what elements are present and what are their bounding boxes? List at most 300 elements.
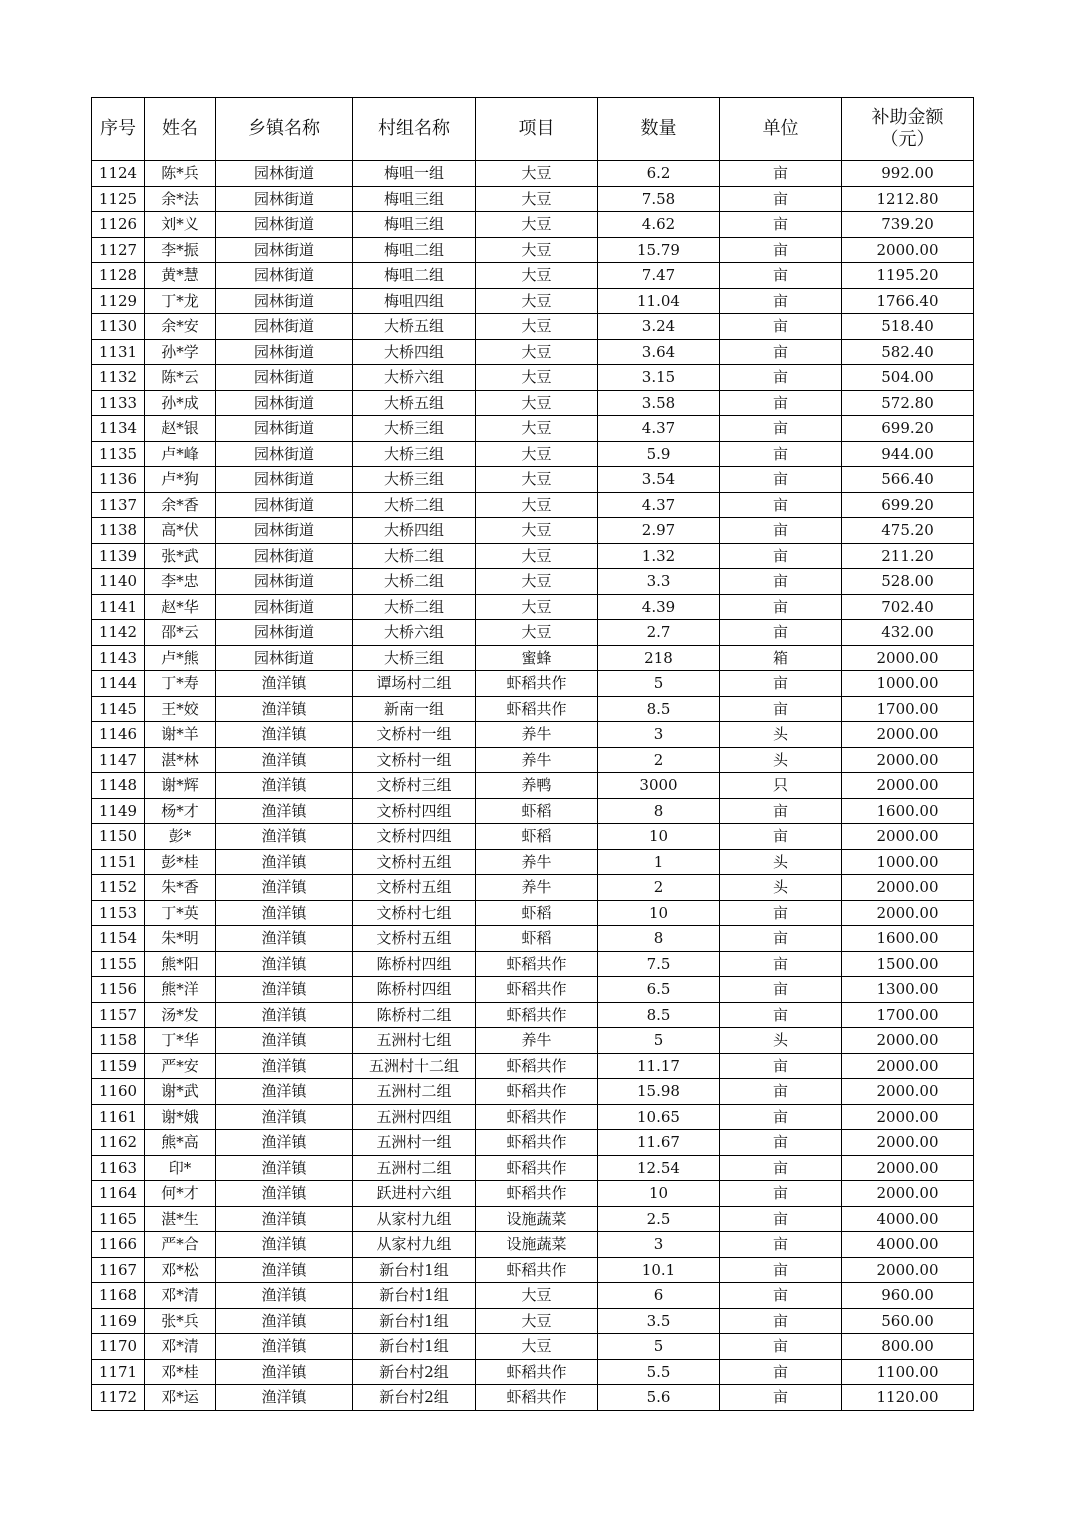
- cell-township: 渔洋镇: [216, 1002, 353, 1028]
- cell-township: 渔洋镇: [216, 1130, 353, 1156]
- header-unit: 单位: [720, 98, 842, 161]
- table-row: [92, 900, 974, 926]
- cell-unit: 箱: [720, 645, 842, 671]
- cell-index: 1153: [92, 900, 145, 926]
- cell-township: 园林街道: [216, 390, 353, 416]
- cell-subsidy-amount: 432.00: [842, 620, 974, 646]
- cell-unit: 亩: [720, 900, 842, 926]
- cell-name: 卢*狗: [145, 467, 216, 493]
- cell-index: 1125: [92, 186, 145, 212]
- cell-subsidy-amount: 2000.00: [842, 773, 974, 799]
- cell-subsidy-amount: 2000.00: [842, 900, 974, 926]
- cell-unit: 亩: [720, 977, 842, 1003]
- cell-village-group: 文桥村四组: [353, 798, 476, 824]
- cell-village-group: 五洲村二组: [353, 1155, 476, 1181]
- cell-village-group: 新台村1组: [353, 1308, 476, 1334]
- cell-village-group: 大桥三组: [353, 467, 476, 493]
- cell-village-group: 文桥村五组: [353, 926, 476, 952]
- cell-quantity: 10: [598, 824, 720, 850]
- cell-quantity: 8: [598, 926, 720, 952]
- cell-quantity: 3000: [598, 773, 720, 799]
- table-row: [92, 569, 974, 595]
- cell-subsidy-amount: 739.20: [842, 212, 974, 238]
- cell-unit: 亩: [720, 492, 842, 518]
- table-row: [92, 1206, 974, 1232]
- table-row: [92, 1079, 974, 1105]
- cell-subsidy-amount: 582.40: [842, 339, 974, 365]
- cell-township: 渔洋镇: [216, 1053, 353, 1079]
- cell-township: 渔洋镇: [216, 671, 353, 697]
- cell-township: 园林街道: [216, 441, 353, 467]
- cell-unit: 亩: [720, 1053, 842, 1079]
- cell-unit: 亩: [720, 212, 842, 238]
- cell-subsidy-amount: 1000.00: [842, 671, 974, 697]
- cell-township: 园林街道: [216, 492, 353, 518]
- cell-village-group: 谭场村二组: [353, 671, 476, 697]
- cell-township: 渔洋镇: [216, 1359, 353, 1385]
- header-index: 序号: [92, 98, 145, 161]
- cell-township: 园林街道: [216, 365, 353, 391]
- cell-village-group: 大桥四组: [353, 518, 476, 544]
- cell-name: 丁*英: [145, 900, 216, 926]
- cell-township: 渔洋镇: [216, 875, 353, 901]
- cell-village-group: 五洲村一组: [353, 1130, 476, 1156]
- cell-subsidy-amount: 960.00: [842, 1283, 974, 1309]
- cell-subsidy-amount: 1500.00: [842, 951, 974, 977]
- cell-village-group: 大桥五组: [353, 314, 476, 340]
- cell-unit: 亩: [720, 569, 842, 595]
- table-row: [92, 390, 974, 416]
- cell-name: 卢*熊: [145, 645, 216, 671]
- cell-quantity: 7.5: [598, 951, 720, 977]
- cell-index: 1135: [92, 441, 145, 467]
- table-row: [92, 263, 974, 289]
- cell-village-group: 大桥三组: [353, 645, 476, 671]
- cell-project: 大豆: [476, 237, 598, 263]
- cell-name: 严*安: [145, 1053, 216, 1079]
- cell-township: 渔洋镇: [216, 1257, 353, 1283]
- cell-project: 大豆: [476, 314, 598, 340]
- cell-quantity: 8.5: [598, 696, 720, 722]
- table-row: [92, 747, 974, 773]
- cell-name: 朱*香: [145, 875, 216, 901]
- cell-subsidy-amount: 1700.00: [842, 696, 974, 722]
- cell-name: 余*法: [145, 186, 216, 212]
- cell-project: 虾稻共作: [476, 1104, 598, 1130]
- header-row: [92, 98, 974, 161]
- cell-subsidy-amount: 211.20: [842, 543, 974, 569]
- cell-project: 蜜蜂: [476, 645, 598, 671]
- cell-index: 1139: [92, 543, 145, 569]
- subsidy-table: [91, 97, 974, 1411]
- cell-project: 虾稻共作: [476, 1155, 598, 1181]
- cell-index: 1155: [92, 951, 145, 977]
- table-row: [92, 645, 974, 671]
- cell-index: 1136: [92, 467, 145, 493]
- cell-quantity: 218: [598, 645, 720, 671]
- cell-subsidy-amount: 1700.00: [842, 1002, 974, 1028]
- cell-unit: 亩: [720, 1385, 842, 1411]
- cell-village-group: 文桥村四组: [353, 824, 476, 850]
- cell-subsidy-amount: 560.00: [842, 1308, 974, 1334]
- cell-project: 大豆: [476, 1334, 598, 1360]
- cell-unit: 亩: [720, 620, 842, 646]
- cell-village-group: 大桥二组: [353, 594, 476, 620]
- cell-village-group: 文桥村五组: [353, 849, 476, 875]
- cell-quantity: 12.54: [598, 1155, 720, 1181]
- cell-name: 孙*成: [145, 390, 216, 416]
- cell-index: 1162: [92, 1130, 145, 1156]
- cell-village-group: 新南一组: [353, 696, 476, 722]
- cell-quantity: 5: [598, 1334, 720, 1360]
- cell-unit: 亩: [720, 237, 842, 263]
- cell-township: 渔洋镇: [216, 1079, 353, 1105]
- cell-township: 园林街道: [216, 161, 353, 187]
- table-row: [92, 798, 974, 824]
- header-village-group: 村组名称: [353, 98, 476, 161]
- cell-index: 1163: [92, 1155, 145, 1181]
- cell-unit: 亩: [720, 671, 842, 697]
- cell-quantity: 4.37: [598, 492, 720, 518]
- cell-name: 余*香: [145, 492, 216, 518]
- cell-quantity: 2.97: [598, 518, 720, 544]
- cell-project: 虾稻共作: [476, 1257, 598, 1283]
- table-row: [92, 1104, 974, 1130]
- cell-quantity: 7.47: [598, 263, 720, 289]
- cell-name: 严*合: [145, 1232, 216, 1258]
- cell-unit: 亩: [720, 467, 842, 493]
- cell-project: 设施蔬菜: [476, 1232, 598, 1258]
- cell-village-group: 陈桥村四组: [353, 977, 476, 1003]
- cell-subsidy-amount: 1100.00: [842, 1359, 974, 1385]
- cell-township: 渔洋镇: [216, 1385, 353, 1411]
- cell-quantity: 3: [598, 722, 720, 748]
- cell-index: 1150: [92, 824, 145, 850]
- cell-subsidy-amount: 2000.00: [842, 1181, 974, 1207]
- cell-name: 汤*发: [145, 1002, 216, 1028]
- cell-township: 渔洋镇: [216, 977, 353, 1003]
- cell-township: 渔洋镇: [216, 798, 353, 824]
- cell-township: 园林街道: [216, 288, 353, 314]
- table-row: [92, 339, 974, 365]
- cell-village-group: 新台村2组: [353, 1359, 476, 1385]
- table-body: [92, 161, 974, 1411]
- cell-quantity: 3.58: [598, 390, 720, 416]
- cell-index: 1160: [92, 1079, 145, 1105]
- cell-quantity: 4.62: [598, 212, 720, 238]
- cell-unit: 亩: [720, 798, 842, 824]
- cell-quantity: 11.04: [598, 288, 720, 314]
- cell-township: 渔洋镇: [216, 747, 353, 773]
- cell-project: 大豆: [476, 390, 598, 416]
- table-row: [92, 620, 974, 646]
- table-row: [92, 1308, 974, 1334]
- cell-project: 大豆: [476, 339, 598, 365]
- cell-township: 渔洋镇: [216, 1232, 353, 1258]
- table-row: [92, 594, 974, 620]
- cell-subsidy-amount: 2000.00: [842, 747, 974, 773]
- cell-unit: 亩: [720, 1079, 842, 1105]
- cell-name: 邓*清: [145, 1334, 216, 1360]
- table-row: [92, 926, 974, 952]
- cell-project: 设施蔬菜: [476, 1206, 598, 1232]
- cell-quantity: 2.7: [598, 620, 720, 646]
- cell-unit: 头: [720, 849, 842, 875]
- cell-index: 1124: [92, 161, 145, 187]
- cell-subsidy-amount: 1600.00: [842, 798, 974, 824]
- table-row: [92, 365, 974, 391]
- cell-subsidy-amount: 2000.00: [842, 1104, 974, 1130]
- cell-village-group: 大桥五组: [353, 390, 476, 416]
- cell-subsidy-amount: 2000.00: [842, 1130, 974, 1156]
- table-row: [92, 1232, 974, 1258]
- cell-unit: 亩: [720, 186, 842, 212]
- table-row: [92, 441, 974, 467]
- cell-quantity: 8: [598, 798, 720, 824]
- cell-project: 大豆: [476, 1308, 598, 1334]
- cell-village-group: 文桥村七组: [353, 900, 476, 926]
- cell-project: 虾稻共作: [476, 951, 598, 977]
- cell-index: 1154: [92, 926, 145, 952]
- cell-village-group: 新台村1组: [353, 1334, 476, 1360]
- header-subsidy-amount: 补助金额 （元）: [842, 98, 974, 161]
- cell-index: 1141: [92, 594, 145, 620]
- cell-project: 养鸭: [476, 773, 598, 799]
- cell-unit: 亩: [720, 1283, 842, 1309]
- cell-unit: 亩: [720, 339, 842, 365]
- cell-project: 虾稻: [476, 798, 598, 824]
- cell-project: 大豆: [476, 467, 598, 493]
- cell-village-group: 大桥四组: [353, 339, 476, 365]
- cell-index: 1130: [92, 314, 145, 340]
- cell-name: 赵*银: [145, 416, 216, 442]
- cell-unit: 亩: [720, 1334, 842, 1360]
- cell-unit: 亩: [720, 1232, 842, 1258]
- cell-name: 谢*辉: [145, 773, 216, 799]
- cell-quantity: 2.5: [598, 1206, 720, 1232]
- cell-subsidy-amount: 566.40: [842, 467, 974, 493]
- cell-village-group: 文桥村一组: [353, 747, 476, 773]
- cell-village-group: 新台村1组: [353, 1257, 476, 1283]
- table-row: [92, 1385, 974, 1411]
- table-row: [92, 1028, 974, 1054]
- cell-village-group: 陈桥村二组: [353, 1002, 476, 1028]
- cell-village-group: 五洲村二组: [353, 1079, 476, 1105]
- table-row: [92, 212, 974, 238]
- cell-subsidy-amount: 2000.00: [842, 645, 974, 671]
- cell-quantity: 5: [598, 1028, 720, 1054]
- cell-unit: 亩: [720, 161, 842, 187]
- header-project: 项目: [476, 98, 598, 161]
- cell-index: 1128: [92, 263, 145, 289]
- cell-name: 彭*: [145, 824, 216, 850]
- cell-unit: 亩: [720, 543, 842, 569]
- cell-index: 1132: [92, 365, 145, 391]
- cell-project: 虾稻共作: [476, 977, 598, 1003]
- table-row: [92, 186, 974, 212]
- cell-subsidy-amount: 944.00: [842, 441, 974, 467]
- cell-quantity: 3.5: [598, 1308, 720, 1334]
- cell-unit: 亩: [720, 314, 842, 340]
- cell-name: 李*忠: [145, 569, 216, 595]
- cell-unit: 亩: [720, 263, 842, 289]
- cell-unit: 亩: [720, 1181, 842, 1207]
- cell-township: 园林街道: [216, 237, 353, 263]
- cell-subsidy-amount: 1000.00: [842, 849, 974, 875]
- cell-name: 黄*慧: [145, 263, 216, 289]
- cell-name: 丁*华: [145, 1028, 216, 1054]
- cell-project: 养牛: [476, 1028, 598, 1054]
- cell-name: 邵*云: [145, 620, 216, 646]
- cell-index: 1137: [92, 492, 145, 518]
- table-row: [92, 161, 974, 187]
- table-row: [92, 824, 974, 850]
- cell-unit: 亩: [720, 696, 842, 722]
- table-row: [92, 1257, 974, 1283]
- cell-subsidy-amount: 2000.00: [842, 1053, 974, 1079]
- cell-index: 1127: [92, 237, 145, 263]
- cell-township: 渔洋镇: [216, 900, 353, 926]
- cell-quantity: 3.15: [598, 365, 720, 391]
- cell-project: 虾稻共作: [476, 1385, 598, 1411]
- cell-unit: 只: [720, 773, 842, 799]
- table-row: [92, 875, 974, 901]
- cell-project: 虾稻共作: [476, 1181, 598, 1207]
- cell-index: 1166: [92, 1232, 145, 1258]
- cell-township: 渔洋镇: [216, 824, 353, 850]
- cell-project: 虾稻共作: [476, 1359, 598, 1385]
- cell-unit: 亩: [720, 1002, 842, 1028]
- cell-name: 孙*学: [145, 339, 216, 365]
- table-row: [92, 977, 974, 1003]
- cell-name: 刘*义: [145, 212, 216, 238]
- cell-township: 园林街道: [216, 212, 353, 238]
- cell-index: 1172: [92, 1385, 145, 1411]
- header-name: 姓名: [145, 98, 216, 161]
- cell-name: 邓*清: [145, 1283, 216, 1309]
- cell-project: 大豆: [476, 543, 598, 569]
- cell-quantity: 5.6: [598, 1385, 720, 1411]
- cell-project: 大豆: [476, 288, 598, 314]
- table-row: [92, 543, 974, 569]
- cell-village-group: 新台村1组: [353, 1283, 476, 1309]
- cell-project: 大豆: [476, 186, 598, 212]
- cell-name: 熊*阳: [145, 951, 216, 977]
- cell-project: 大豆: [476, 569, 598, 595]
- cell-index: 1158: [92, 1028, 145, 1054]
- cell-village-group: 大桥二组: [353, 492, 476, 518]
- cell-subsidy-amount: 800.00: [842, 1334, 974, 1360]
- table-row: [92, 1334, 974, 1360]
- cell-unit: 亩: [720, 926, 842, 952]
- cell-village-group: 大桥二组: [353, 569, 476, 595]
- cell-quantity: 7.58: [598, 186, 720, 212]
- cell-name: 陈*云: [145, 365, 216, 391]
- cell-subsidy-amount: 2000.00: [842, 824, 974, 850]
- cell-village-group: 大桥三组: [353, 441, 476, 467]
- cell-quantity: 4.37: [598, 416, 720, 442]
- cell-subsidy-amount: 2000.00: [842, 1028, 974, 1054]
- cell-village-group: 五洲村四组: [353, 1104, 476, 1130]
- cell-subsidy-amount: 528.00: [842, 569, 974, 595]
- cell-subsidy-amount: 4000.00: [842, 1232, 974, 1258]
- cell-subsidy-amount: 1212.80: [842, 186, 974, 212]
- table-row: [92, 1359, 974, 1385]
- cell-township: 园林街道: [216, 569, 353, 595]
- cell-township: 渔洋镇: [216, 1104, 353, 1130]
- cell-subsidy-amount: 518.40: [842, 314, 974, 340]
- cell-quantity: 11.67: [598, 1130, 720, 1156]
- cell-subsidy-amount: 2000.00: [842, 1079, 974, 1105]
- cell-unit: 头: [720, 747, 842, 773]
- cell-subsidy-amount: 475.20: [842, 518, 974, 544]
- cell-name: 高*伏: [145, 518, 216, 544]
- cell-name: 谢*娥: [145, 1104, 216, 1130]
- cell-quantity: 11.17: [598, 1053, 720, 1079]
- cell-village-group: 梅咀三组: [353, 186, 476, 212]
- cell-quantity: 5: [598, 671, 720, 697]
- cell-unit: 亩: [720, 288, 842, 314]
- cell-village-group: 新台村2组: [353, 1385, 476, 1411]
- table-row: [92, 1181, 974, 1207]
- cell-index: 1143: [92, 645, 145, 671]
- cell-name: 印*: [145, 1155, 216, 1181]
- cell-quantity: 10: [598, 1181, 720, 1207]
- cell-index: 1131: [92, 339, 145, 365]
- table-row: [92, 849, 974, 875]
- cell-subsidy-amount: 1195.20: [842, 263, 974, 289]
- table-row: [92, 773, 974, 799]
- cell-name: 余*安: [145, 314, 216, 340]
- cell-index: 1146: [92, 722, 145, 748]
- cell-quantity: 15.79: [598, 237, 720, 263]
- cell-quantity: 2: [598, 875, 720, 901]
- cell-unit: 亩: [720, 951, 842, 977]
- cell-village-group: 大桥二组: [353, 543, 476, 569]
- cell-name: 李*振: [145, 237, 216, 263]
- cell-name: 熊*洋: [145, 977, 216, 1003]
- cell-project: 虾稻: [476, 824, 598, 850]
- cell-unit: 头: [720, 875, 842, 901]
- cell-township: 渔洋镇: [216, 1155, 353, 1181]
- cell-unit: 亩: [720, 824, 842, 850]
- cell-name: 丁*龙: [145, 288, 216, 314]
- cell-village-group: 五洲村七组: [353, 1028, 476, 1054]
- cell-village-group: 从家村九组: [353, 1232, 476, 1258]
- cell-unit: 亩: [720, 390, 842, 416]
- cell-name: 陈*兵: [145, 161, 216, 187]
- table-row: [92, 416, 974, 442]
- cell-township: 渔洋镇: [216, 1308, 353, 1334]
- cell-township: 渔洋镇: [216, 1334, 353, 1360]
- cell-unit: 亩: [720, 594, 842, 620]
- table-row: [92, 951, 974, 977]
- cell-subsidy-amount: 2000.00: [842, 237, 974, 263]
- cell-unit: 头: [720, 722, 842, 748]
- cell-quantity: 6.5: [598, 977, 720, 1003]
- cell-name: 谢*羊: [145, 722, 216, 748]
- cell-township: 园林街道: [216, 186, 353, 212]
- cell-village-group: 陈桥村四组: [353, 951, 476, 977]
- cell-project: 虾稻共作: [476, 696, 598, 722]
- cell-project: 大豆: [476, 416, 598, 442]
- cell-subsidy-amount: 1766.40: [842, 288, 974, 314]
- cell-index: 1159: [92, 1053, 145, 1079]
- cell-subsidy-amount: 2000.00: [842, 875, 974, 901]
- cell-township: 园林街道: [216, 518, 353, 544]
- cell-unit: 头: [720, 1028, 842, 1054]
- cell-project: 养牛: [476, 875, 598, 901]
